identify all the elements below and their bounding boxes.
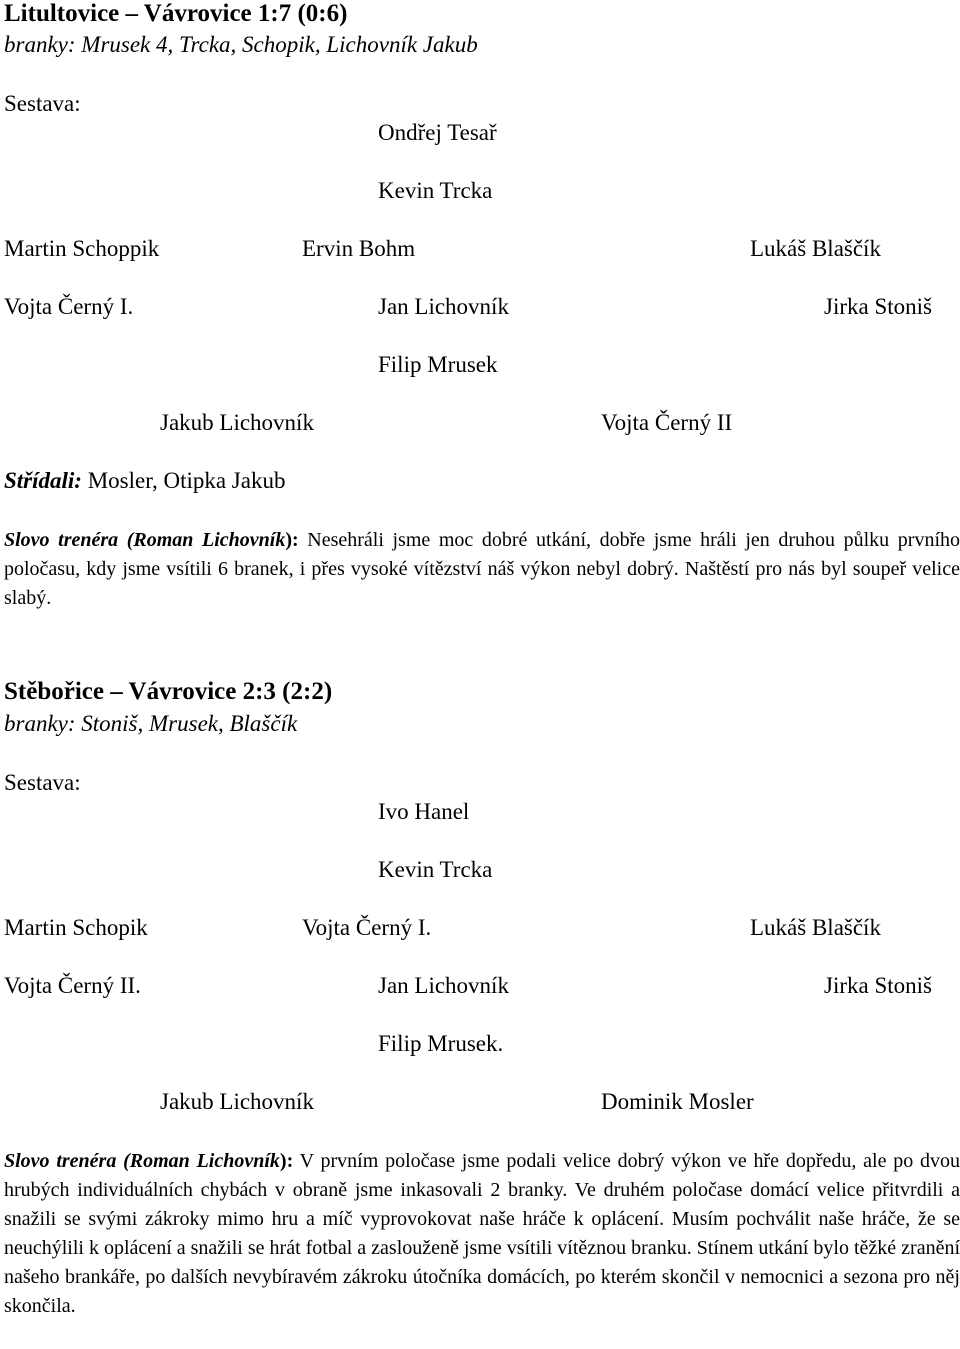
match1-coach-text: Nesehráli jsme moc dobré utkání, dobře jsme hráli jen druhou půlku prvního poločasu, kdy jsme vsítili 6 branek, i přes vysoké vítězství náš výkon nebyl dobrý. Naštěstí pro nás byl soupeř velice slabý.	[4, 529, 960, 609]
match1-subs-list: Mosler, Otipka Jakub	[87, 468, 286, 493]
match2-player-fw-left: Jakub Lichovník	[160, 1089, 314, 1114]
match2-player-mid-left: Vojta Černý II.	[4, 973, 141, 998]
match1-player-fw-right: Vojta Černý II	[601, 410, 733, 435]
match2-coach-label-end: ):	[279, 1150, 294, 1172]
match1-player-def-right: Lukáš Blaščík	[750, 236, 881, 261]
match1-player-mid-left: Vojta Černý I.	[4, 294, 134, 319]
match1-coach-label: Slovo trenéra (Roman Lichovník	[4, 529, 286, 551]
match2-player-gk: Ivo Hanel	[378, 799, 470, 824]
match2-coach-comment	[4, 1147, 960, 1321]
match2-scorers-list: Stoniš, Mrusek, Blaščík	[81, 711, 298, 736]
match1-player-def-center: Ervin Bohm	[302, 236, 416, 261]
match1-player-sweeper: Kevin Trcka	[378, 178, 493, 203]
match2-player-def-center: Vojta Černý I.	[302, 915, 432, 940]
match2-scorers	[4, 711, 297, 737]
match2-player-am: Filip Mrusek.	[378, 1031, 504, 1056]
match2-player-def-left: Martin Schopik	[4, 915, 148, 940]
match1-player-mid-center: Jan Lichovník	[378, 294, 509, 319]
match2-lineup-label: Sestava:	[4, 770, 81, 795]
match2-player-fw-right: Dominik Mosler	[601, 1089, 754, 1114]
match1-subs-label: Střídali:	[4, 468, 82, 493]
match1-player-def-left: Martin Schoppik	[4, 236, 160, 261]
match2-title: Stěbořice – Vávrovice 2:3 (2:2)	[4, 678, 333, 705]
match2-player-mid-center: Jan Lichovník	[378, 973, 509, 998]
match2-player-def-right: Lukáš Blaščík	[750, 915, 881, 940]
match1-player-gk: Ondřej Tesař	[378, 120, 497, 145]
match1-coach-comment	[4, 526, 960, 613]
match1-player-mid-right: Jirka Stoniš	[824, 294, 932, 319]
match2-scorers-label: branky:	[4, 711, 76, 736]
match2-coach-label: Slovo trenéra (Roman Lichovník	[4, 1150, 280, 1172]
match1-lineup-label: Sestava:	[4, 91, 81, 116]
match1-subs	[4, 468, 285, 494]
match1-title: Litultovice – Vávrovice 1:7 (0:6)	[4, 0, 348, 27]
match1-player-am: Filip Mrusek	[378, 352, 498, 377]
match1-coach-label-end: ):	[285, 529, 299, 551]
match2-coach-text: V prvním poločase jsme podali velice dobrý výkon ve hře dopředu, ale po dvou hrubých individuálních chybách v obraně jsme inkasovali 2 branky. Ve druhém poločase domácí velice přitvrdili a snažili se svými zákroky mimo hru a míč vyprovokovat naše hráče k oplácení. Musím pochválit naše hráče, že se neuchýlili k oplácení a snažili se hrát fotbal a zaslouženě jsme vsítili vítěznou branku. Stínem utkání bylo těžké zranění našeho brankáře, po dalších nevybíravém zákroku útočníka domácích, po kterém skončil v nemocnici a sezona pro něj skončila.	[4, 1150, 960, 1317]
match2-player-mid-right: Jirka Stoniš	[824, 973, 932, 998]
match2-player-sweeper: Kevin Trcka	[378, 857, 493, 882]
match1-scorers-label: branky:	[4, 32, 76, 57]
match1-player-fw-left: Jakub Lichovník	[160, 410, 314, 435]
match1-scorers	[4, 32, 478, 58]
match1-scorers-list: Mrusek 4, Trcka, Schopik, Lichovník Jakub	[81, 32, 478, 57]
